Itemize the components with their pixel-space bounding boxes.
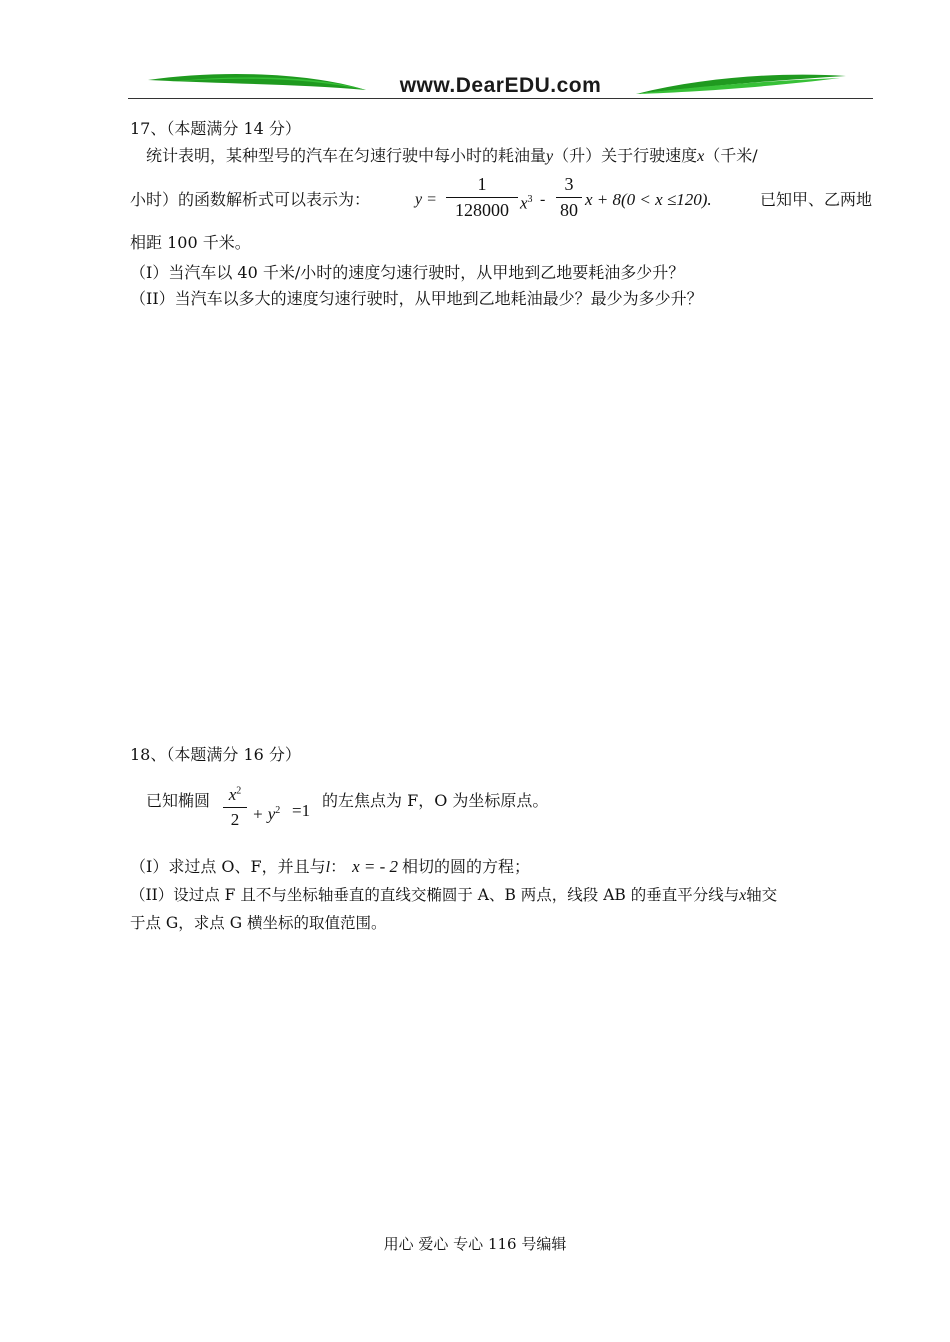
q18-intro-b: 的左焦点为 F，O 为坐标原点。 [322,791,549,810]
q17-var-x: x [697,148,705,165]
q18-ellipse-fraction [223,785,247,830]
q18-part2-a: （II）设过点 F 且不与坐标轴垂直的直线交椭圆于 A、B 两点，线段 AB 的垂直平分线与 [130,886,740,904]
q18-part1-line [130,856,530,879]
q18-heading: 18、（本题满分 16 分） [130,745,301,764]
page-footer: 用心 爱心 专心 116 号编辑 [383,1235,567,1253]
q17-f2-numerator: 3 [564,174,574,194]
header-rule [128,98,873,99]
q18-part2-b: 轴交 [746,886,778,904]
q17-line2-a: 小时）的函数解析式可以表示为： [130,190,371,209]
q18-ellipse-denominator: 2 [230,810,240,829]
q17-line3: 相距 100 千米。 [130,233,251,252]
q17-part1: （I）当汽车以 40 千米/小时的速度匀速行驶时，从甲地到乙地要耗油多少升？ [130,263,685,282]
q18-plus-y-text: + y [252,804,276,824]
q17-intro-line [146,145,758,168]
q18-y-sup: 2 [275,805,281,816]
q17-f1-denominator: 128000 [455,200,509,220]
q17-fraction-1 [446,174,518,221]
q17-intro-a: 统计表明，某种型号的汽车在匀速行驶中每小时的耗油量 [146,146,547,165]
q17-intro-c: （千米/ [704,146,758,165]
q17-line2-b: 已知甲、乙两地 [760,190,873,209]
q17-var-y: y [546,148,554,165]
q17-formula-tail: x + 8(0 < x ≤120). [585,190,712,209]
q17-x3-sup: 3 [527,194,533,205]
q18-eq-one: =1 [292,801,311,820]
q18-part1-a: （I）求过点 O、F，并且与 [130,857,326,876]
q18-part1-eq: x = - 2 [352,857,399,876]
q17-formula-lhs: y = [415,191,437,208]
q18-plus-y [252,800,280,826]
q17-intro-b: （升）关于行驶速度 [553,146,698,165]
q18-part2-line [130,884,777,907]
q17-x3 [520,189,533,215]
q18-num-x: x [228,785,237,804]
q17-part2: （II）当汽车以多大的速度匀速行驶时，从甲地到乙地耗油最少？最少为多少升？ [130,289,703,308]
q18-ellipse-numerator [223,785,247,805]
q17-heading: 17、（本题满分 14 分） [130,119,301,138]
q18-part1-colon: ： [330,857,347,876]
q18-ellipse-bar [223,807,247,808]
q18-part1-b: 相切的圆的方程； [402,857,531,876]
q18-intro-a: 已知椭圆 [146,791,211,810]
q18-part1-l: l [325,859,331,876]
q17-fraction-2 [556,174,582,221]
site-url: www.DearEDU.com [399,74,602,97]
q17-f1-bar [446,197,518,198]
q18-part2-c: 于点 G，求点 G 横坐标的取值范围。 [130,914,387,932]
q17-minus: - [540,191,546,208]
q18-num-sup: 2 [236,785,242,797]
q18-part2-x: x [739,887,747,904]
q17-f1-numerator: 1 [477,174,487,194]
q17-x3-base: x [520,193,528,213]
q17-f2-denominator: 80 [560,200,578,220]
q17-f2-bar [556,197,582,198]
